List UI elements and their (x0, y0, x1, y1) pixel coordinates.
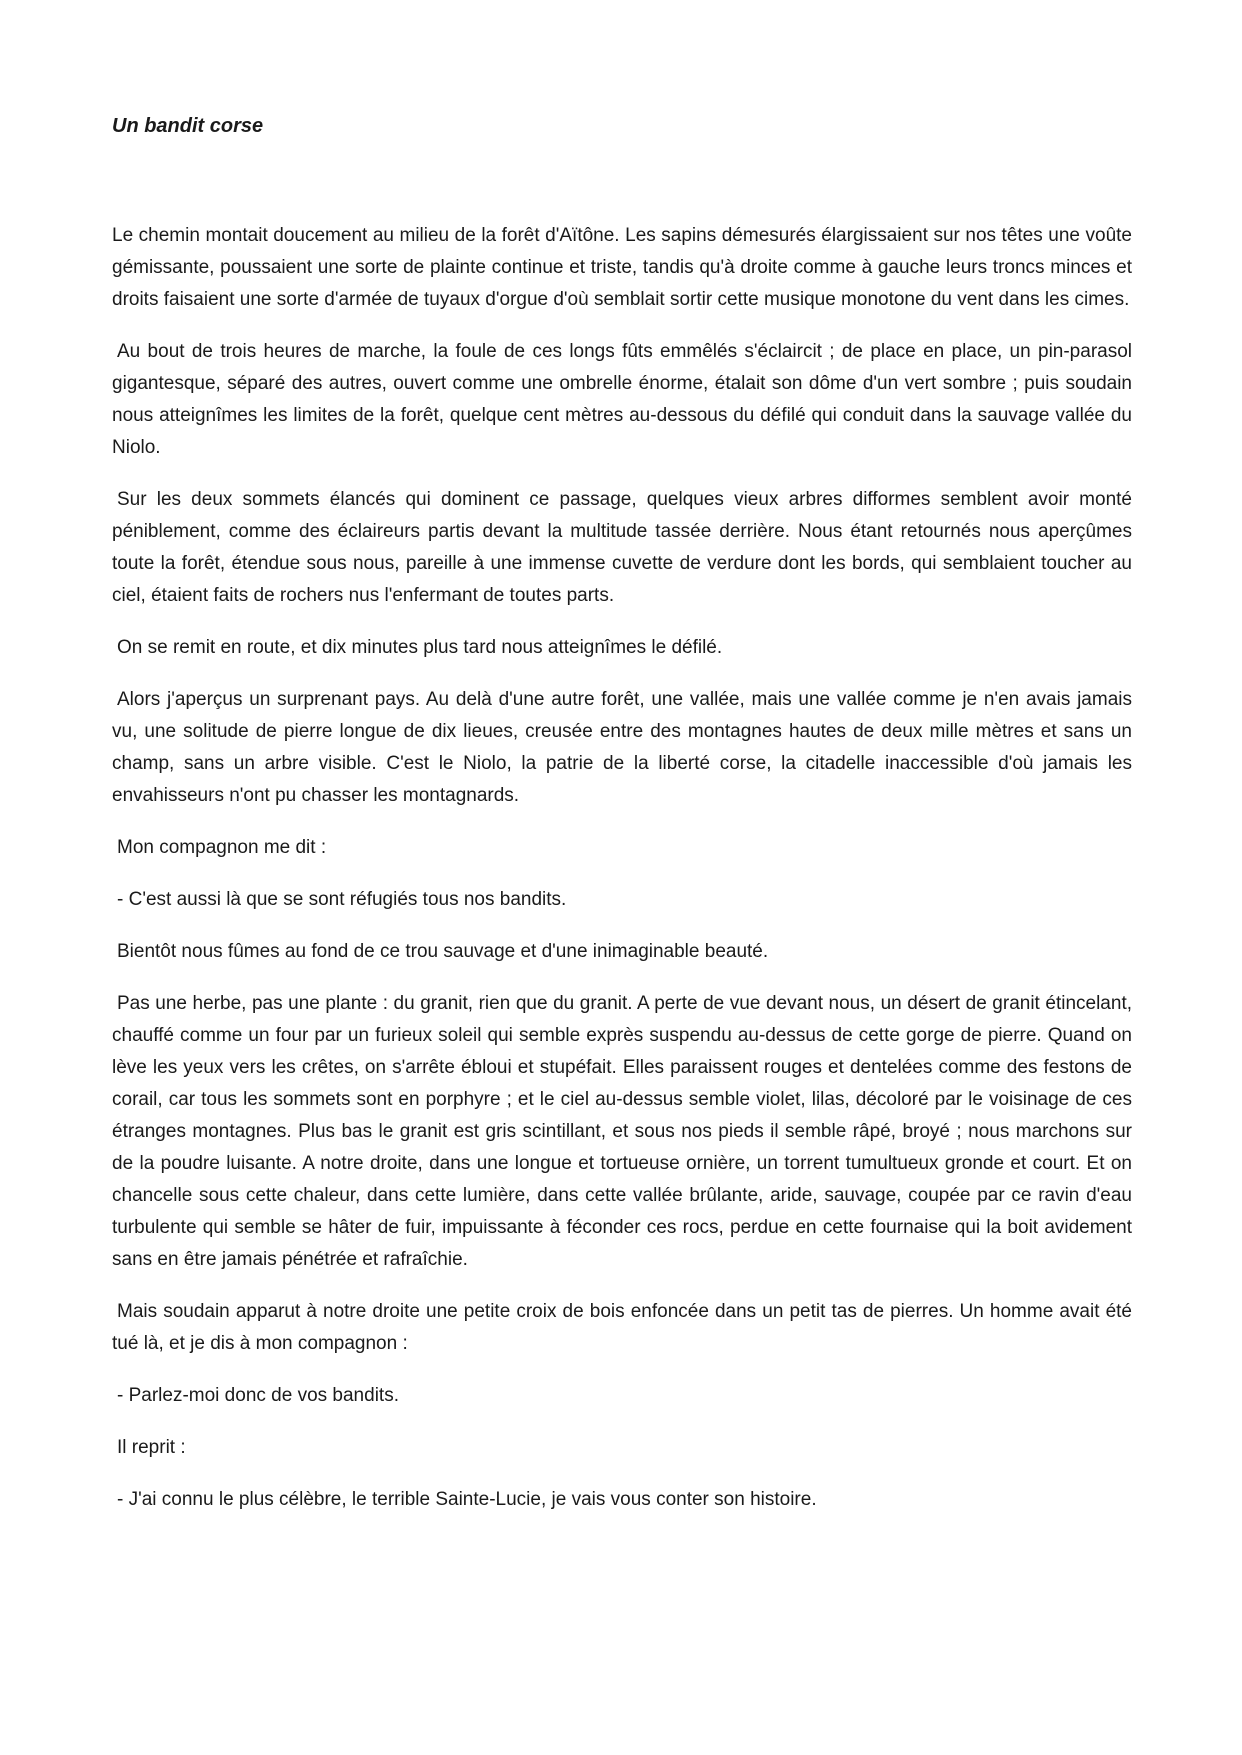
paragraph-10: Mais soudain apparut à notre droite une petite croix de bois enfoncée dans un petit tas de pierres. Un homme avait été tué là, et je dis à mon compagnon : (112, 1301, 1132, 1354)
paragraph-12: Il reprit : (117, 1437, 186, 1458)
document-title: Un bandit corse (112, 115, 264, 137)
paragraph-8: Bientôt nous fûmes au fond de ce trou sauvage et d'une inimaginable beauté. (117, 941, 769, 962)
paragraph-11: - Parlez-moi donc de vos bandits. (117, 1385, 399, 1406)
paragraph-6: Mon compagnon me dit : (117, 837, 327, 858)
paragraph-7: - C'est aussi là que se sont réfugiés tous nos bandits. (117, 889, 567, 910)
paragraph-2: Au bout de trois heures de marche, la foule de ces longs fûts emmêlés s'éclaircit ; de place en place, un pin-parasol gigantesque, séparé des autres, ouvert comme une ombrelle énorme, étalait son dôme d'un vert sombre ; puis soudain nous atteignîmes les limites de la forêt, quelque cent mètres au-dessous du défilé qui conduit dans la sauvage vallée du Niolo. (112, 341, 1132, 458)
paragraph-3: Sur les deux sommets élancés qui dominent ce passage, quelques vieux arbres difformes semblent avoir monté péniblement, comme des éclaireurs partis devant la multitude tassée derrière. Nous étant retournés nous aperçûmes toute la forêt, étendue sous nous, pareille à une immense cuvette de verdure dont les bords, qui semblaient toucher au ciel, étaient faits de rochers nus l'enfermant de toutes parts. (112, 489, 1132, 606)
paragraph-1: Le chemin montait doucement au milieu de la forêt d'Aïtône. Les sapins démesurés élargissaient sur nos têtes une voûte gémissante, poussaient une sorte de plainte continue et triste, tandis qu'à droite comme à gauche leurs troncs minces et droits faisaient une sorte d'armée de tuyaux d'orgue d'où semblait sortir cette musique monotone du vent dans les cimes. (112, 225, 1132, 310)
paragraph-9: Pas une herbe, pas une plante : du granit, rien que du granit. A perte de vue devant nous, un désert de granit étincelant, chauffé comme un four par un furieux soleil qui semble exprès suspendu au-dessus de cette gorge de pierre. Quand on lève les yeux vers les crêtes, on s'arrête ébloui et stupéfait. Elles paraissent rouges et dentelées comme des festons de corail, car tous les sommets sont en porphyre ; et le ciel au-dessus semble violet, lilas, décoloré par le voisinage de ces étranges montagnes. Plus bas le granit est gris scintillant, et sous nos pieds il semble râpé, broyé ; nous marchons sur de la poudre luisante. A notre droite, dans une longue et tortueuse ornière, un torrent tumultueux gronde et court. Et on chancelle sous cette chaleur, dans cette lumière, dans cette vallée brûlante, aride, sauvage, coupée par ce ravin d'eau turbulente qui semble se hâter de fuir, impuissante à féconder ces rocs, perdue en cette fournaise qui la boit avidement sans en être jamais pénétrée et rafraîchie. (112, 993, 1132, 1270)
paragraph-13: - J'ai connu le plus célèbre, le terrible Sainte-Lucie, je vais vous conter son histoire. (117, 1489, 817, 1510)
paragraph-5: Alors j'aperçus un surprenant pays. Au delà d'une autre forêt, une vallée, mais une vallée comme je n'en avais jamais vu, une solitude de pierre longue de dix lieues, creusée entre des montagnes hautes de deux mille mètres et sans un champ, sans un arbre visible. C'est le Niolo, la patrie de la liberté corse, la citadelle inaccessible d'où jamais les envahisseurs n'ont pu chasser les montagnards. (112, 689, 1132, 806)
paragraph-4: On se remit en route, et dix minutes plus tard nous atteignîmes le défilé. (117, 637, 723, 658)
